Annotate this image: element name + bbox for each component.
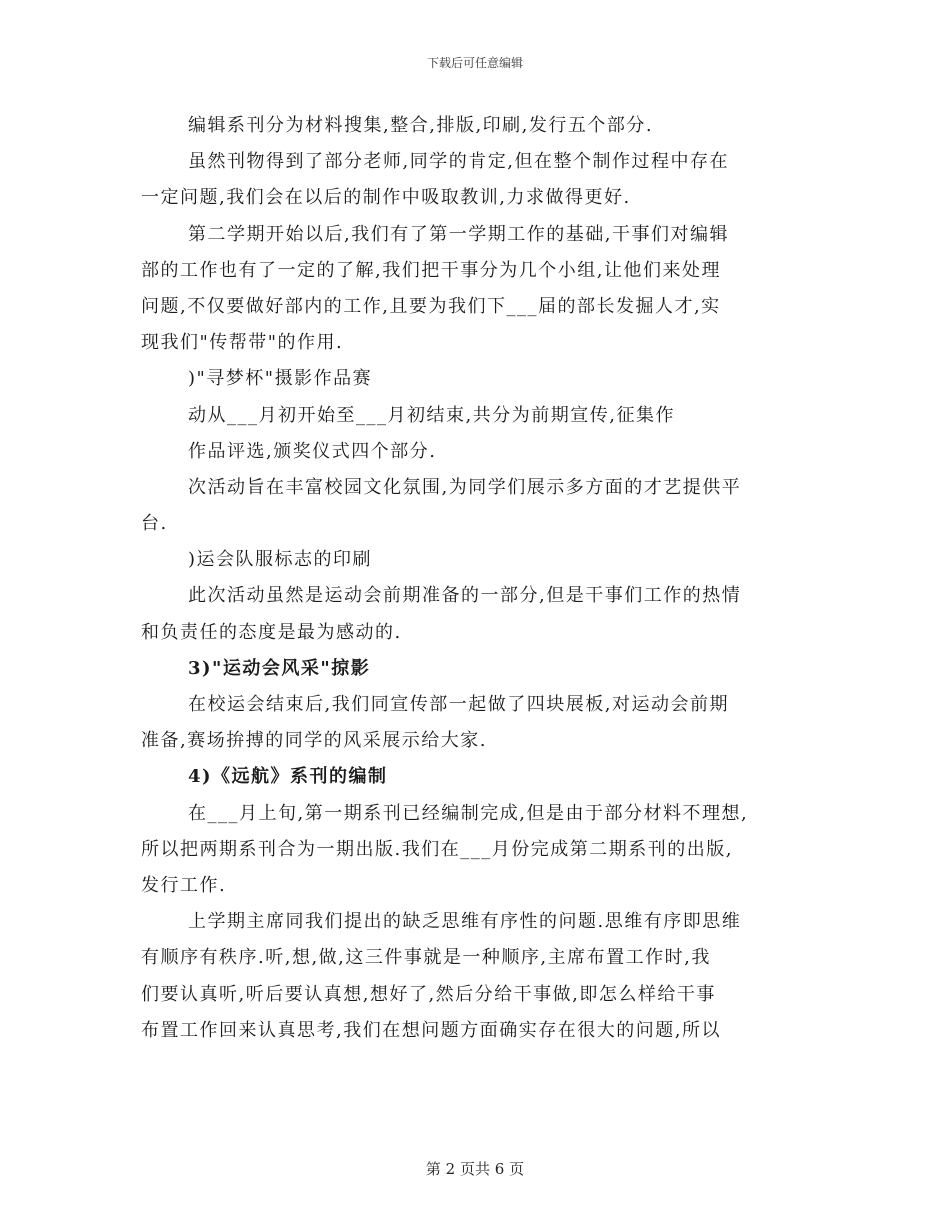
text-line: 第二学期开始以后,我们有了第一学期工作的基础,干事们对编辑 [188,223,729,245]
text-line: 台. [141,513,168,535]
text-line: 此次活动虽然是运动会前期准备的一部分,但是干事们工作的热情 [188,585,742,607]
text-line: 现我们"传帮带"的作用. [141,332,344,354]
text-line: 发行工作. [141,874,227,896]
text-line: 问题,不仅要做好部内的工作,且要为我们下___届的部长发掘人才,实 [141,295,721,317]
page-header-note: 下载后可任意编辑 [426,56,523,70]
text-line: 动从___月初开始至___月初结束,共分为前期宣传,征集作 [188,404,675,426]
text-line: 虽然刊物得到了部分老师,同学的肯定,但在整个制作过程中存在 [188,151,729,173]
text-line: 布置工作回来认真思考,我们在想问题方面确实存在很大的问题,所以 [141,1019,721,1041]
document-body [141,108,821,1049]
text-line: 编辑系刊分为材料搜集,整合,排版,印刷,发行五个部分. [188,115,654,136]
text-line: 们要认真听,听后要认真想,想好了,然后分给干事做,即怎么样给干事 [141,983,716,1005]
text-line: 有顺序有秩序.听,想,做,这三件事就是一种顺序,主席布置工作时,我 [141,947,711,969]
text-line: 上学期主席同我们提出的缺乏思维有序性的问题.思维有序即思维 [188,911,742,933]
text-line: 所以把两期系刊合为一期出版.我们在___月份完成第二期系刊的出版, [141,838,733,860]
section-heading-line: 4)《远航》系刊的编制 [188,766,388,788]
text-line: )"寻梦杯"摄影作品赛 [188,368,373,390]
text-line: 在___月上旬,第一期系刊已经编制完成,但是由于部分材料不理想, [188,802,749,824]
page-number: 第 2 页共 6 页 [425,1160,525,1178]
text-line: 一定问题,我们会在以后的制作中吸取教训,力求做得更好. [141,187,631,209]
text-line: 在校运会结束后,我们同宣传部一起做了四块展板,对运动会前期 [188,694,729,715]
text-line: 部的工作也有了一定的了解,我们把干事分为几个小组,让他们来处理 [141,259,721,281]
text-line: 准备,赛场拚搏的同学的风采展示给大家. [141,730,487,752]
text-line: )运会队服标志的印刷 [188,549,373,571]
text-line: 和负责任的态度是最为感动的. [141,621,402,643]
section-heading-line: 3)"运动会风采"掠影 [188,657,371,679]
text-line: 作品评选,颁奖仪式四个部分. [188,440,437,462]
text-line: 次活动旨在丰富校园文化氛围,为同学们展示多方面的才艺提供平 [188,476,742,498]
